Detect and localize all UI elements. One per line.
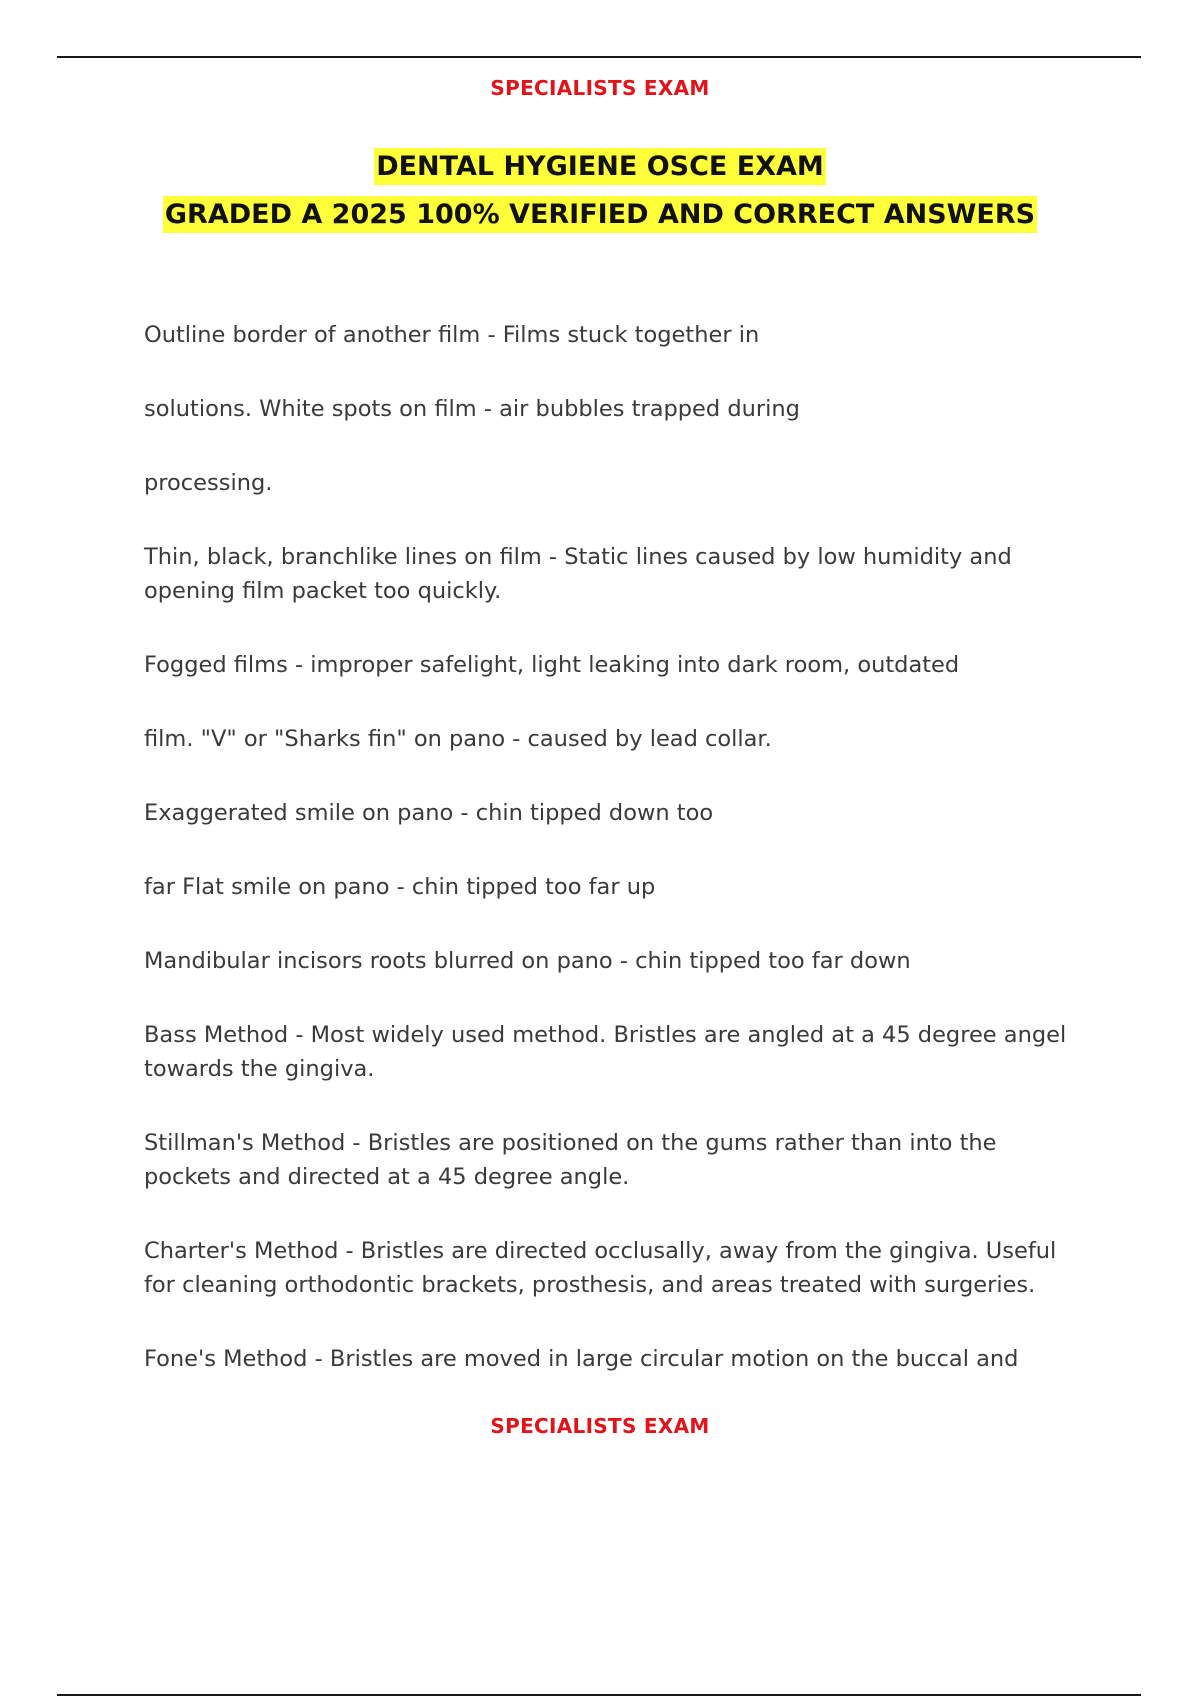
paragraph: film. "V" or "Sharks fin" on pano - caused by lead collar. <box>144 726 772 752</box>
bottom-divider <box>57 1694 1141 1696</box>
paragraph: Exaggerated smile on pano - chin tipped down too <box>144 800 714 826</box>
paragraph: Thin, black, branchlike lines on film - Static lines caused by low humidity and opening film packet too quickly. <box>144 544 1012 604</box>
footer-label: SPECIALISTS EXAM <box>490 1414 710 1438</box>
paragraph: far Flat smile on pano - chin tipped too far up <box>144 874 656 900</box>
paragraph: Mandibular incisors roots blurred on pano - chin tipped too far down <box>144 948 911 974</box>
document-title-line-2: GRADED A 2025 100% VERIFIED AND CORRECT ANSWERS <box>163 196 1037 233</box>
header-label: SPECIALISTS EXAM <box>490 76 710 100</box>
paragraph: Fogged films - improper safelight, light leaking into dark room, outdated <box>144 652 960 678</box>
paragraph: Stillman's Method - Bristles are positioned on the gums rather than into the pockets and directed at a 45 degree angle. <box>144 1130 997 1190</box>
document-title-line-2-wrap <box>0 196 1200 233</box>
document-title-line-1: DENTAL HYGIENE OSCE EXAM <box>374 148 826 185</box>
paragraph: processing. <box>144 470 273 496</box>
paragraph: solutions. White spots on film - air bubbles trapped during <box>144 396 800 422</box>
paragraph: Bass Method - Most widely used method. Bristles are angled at a 45 degree angel towards the gingiva. <box>144 1022 1067 1082</box>
paragraph: Charter's Method - Bristles are directed occlusally, away from the gingiva. Useful for cleaning orthodontic brackets, prosthesis, and areas treated with surgeries. <box>144 1238 1057 1298</box>
paragraph: Outline border of another film - Films stuck together in <box>144 322 760 348</box>
paragraph: Fone's Method - Bristles are moved in large circular motion on the buccal and <box>144 1346 1019 1372</box>
top-divider <box>57 56 1141 58</box>
document-body <box>144 318 1084 1416</box>
document-title-line-1-wrap <box>0 148 1200 185</box>
